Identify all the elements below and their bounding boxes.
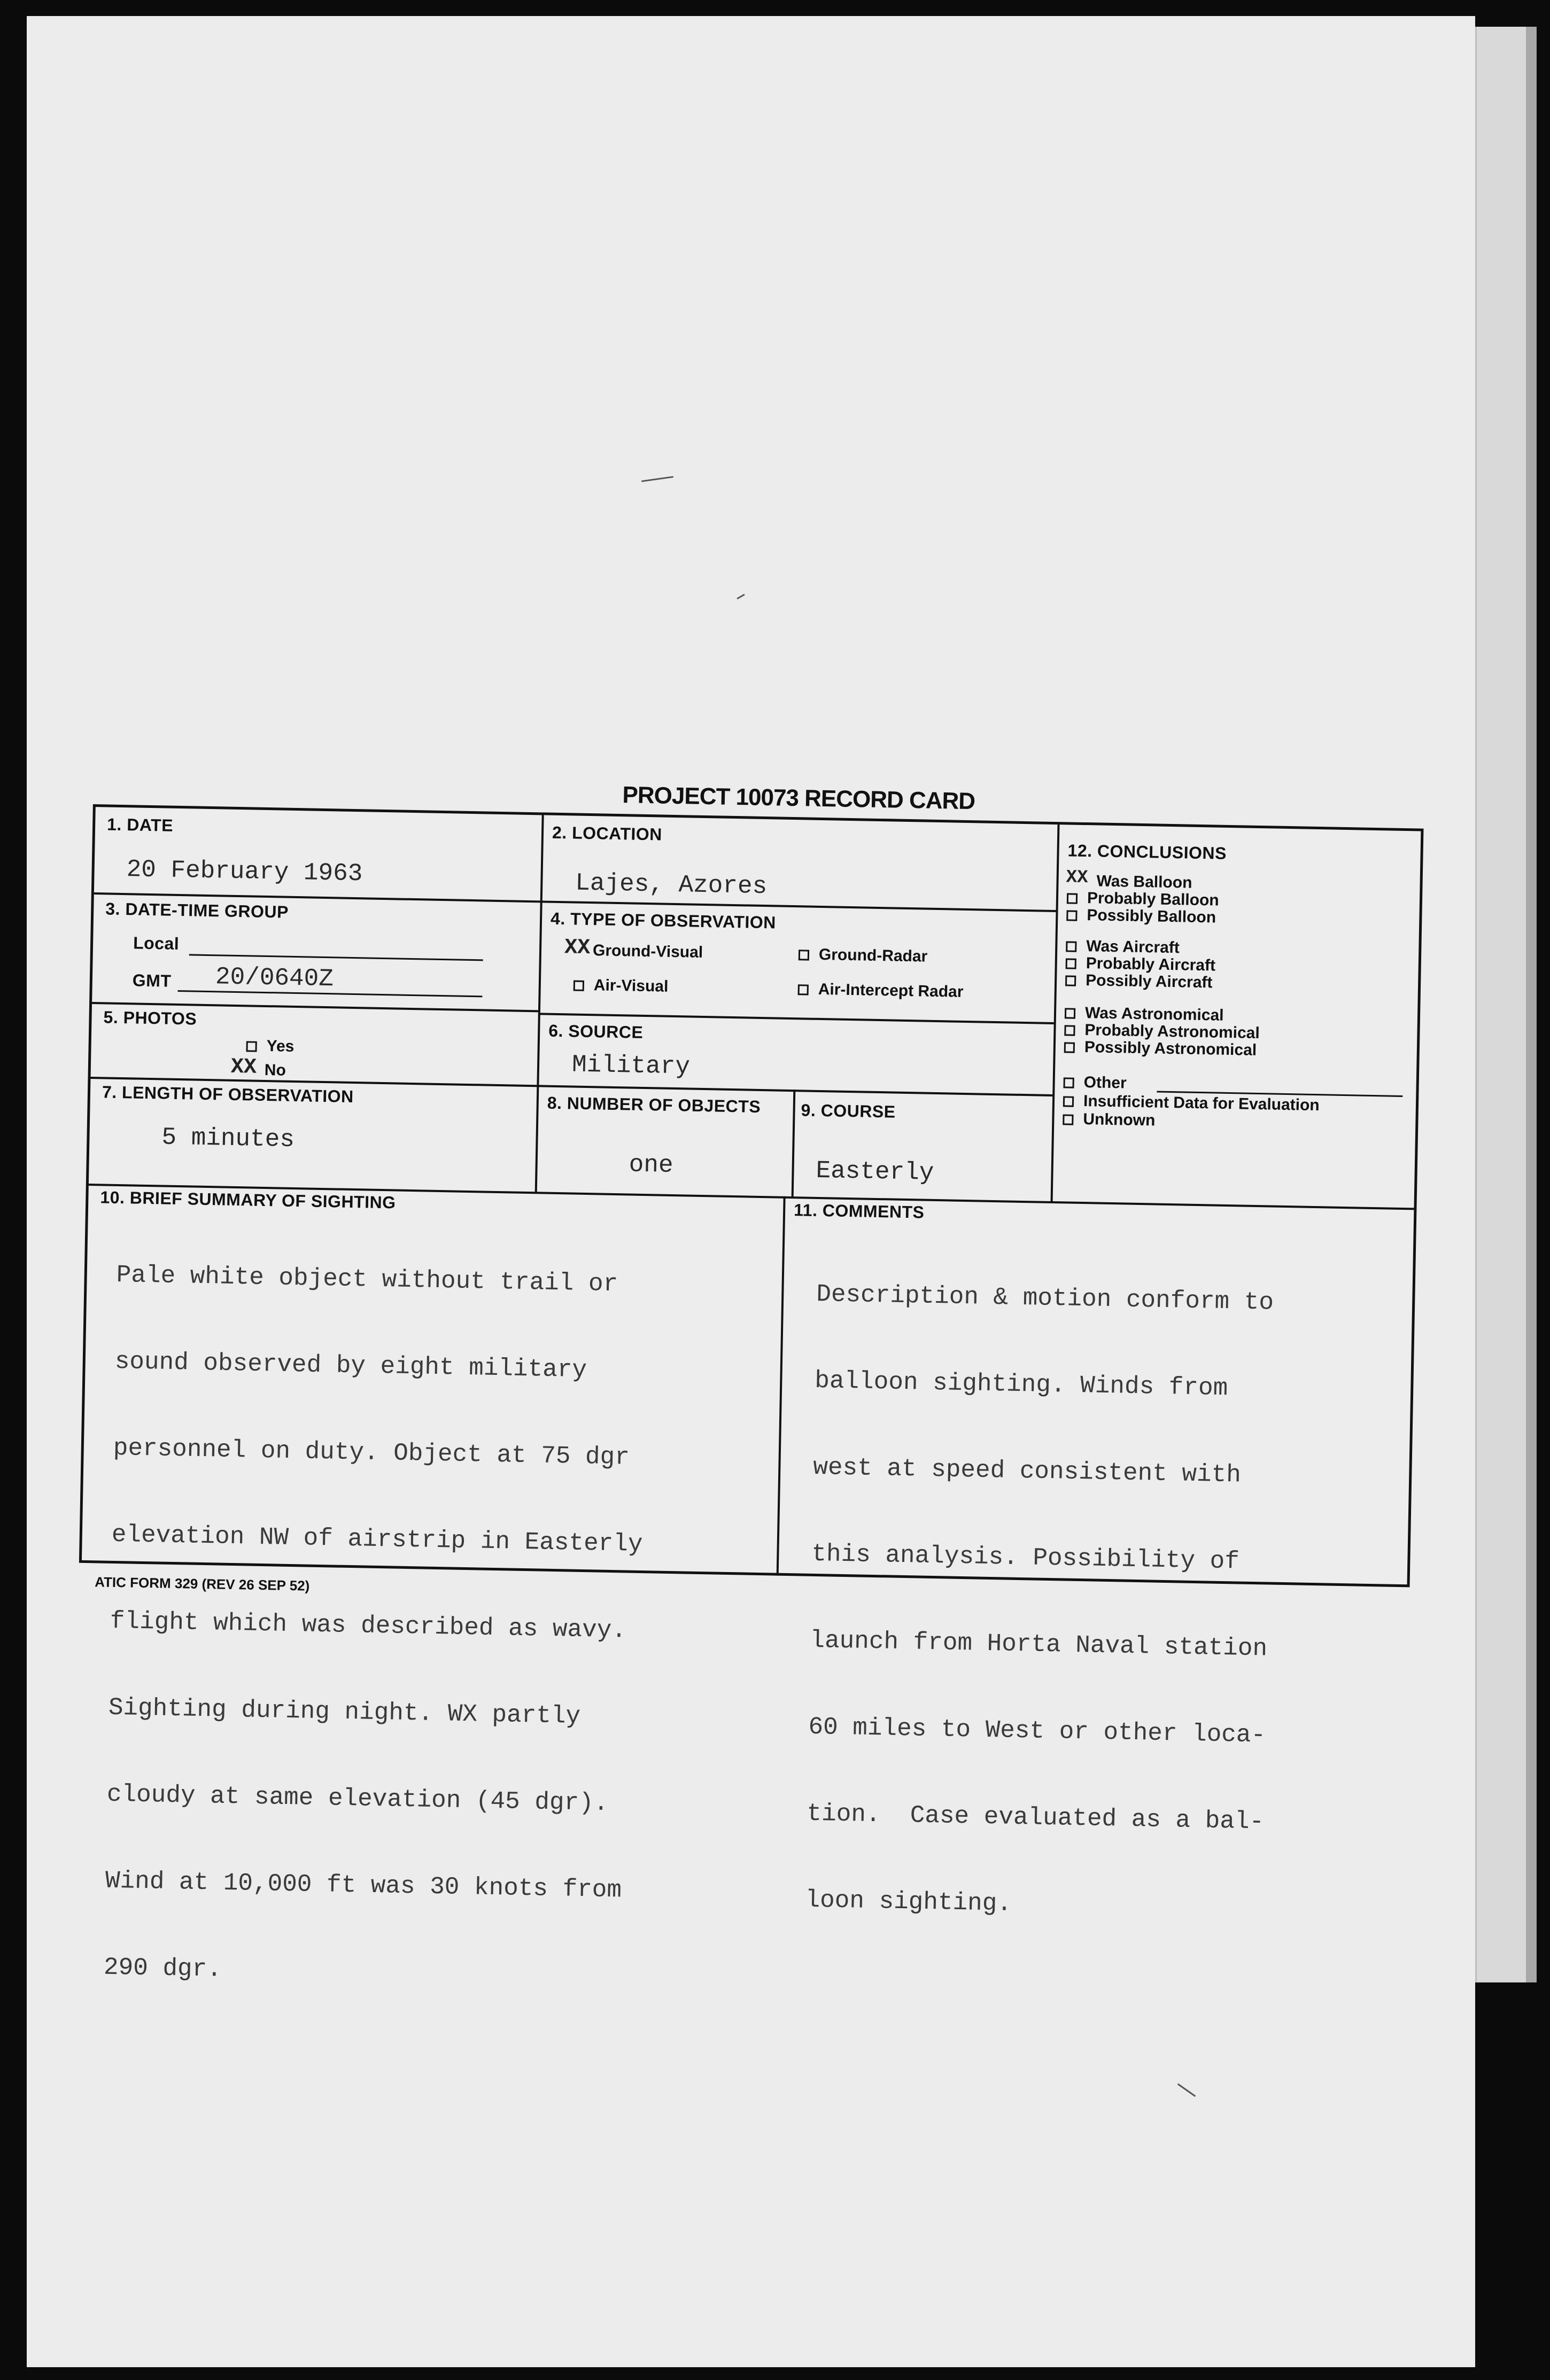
checkbox-icon <box>1065 975 1076 986</box>
was-aircraft-text: Was Aircraft <box>1086 937 1180 957</box>
card-title: PROJECT 10073 RECORD CARD <box>622 782 975 815</box>
photos-yes-text: Yes <box>266 1037 294 1055</box>
record-card-wrapper <box>78 772 1429 1984</box>
was-balloon-check-mark: XX <box>1066 867 1088 889</box>
checkbox-icon <box>1067 893 1078 904</box>
comment-line: this analysis. Possibility of <box>811 1539 1240 1576</box>
checkbox-icon <box>574 981 584 991</box>
local-label: Local <box>133 933 180 953</box>
possibly-balloon-text: Possibly Balloon <box>1087 906 1216 927</box>
number-of-objects-label: 8. NUMBER OF OBJECTS <box>547 1093 761 1116</box>
option-ground-visual[interactable] <box>593 942 703 962</box>
checkbox-icon <box>1063 1077 1074 1088</box>
option-ground-radar[interactable] <box>799 945 928 966</box>
length-of-observation-value: 5 minutes <box>161 1123 295 1154</box>
checkbox-icon <box>799 950 809 960</box>
comment-line: 60 miles to West or other loca- <box>808 1713 1266 1749</box>
comment-line: west at speed consistent with <box>812 1453 1242 1489</box>
checkbox-icon <box>1064 1025 1075 1036</box>
ground-radar-text: Ground-Radar <box>818 945 928 966</box>
conclusion-possibly-aircraft[interactable] <box>1065 971 1213 992</box>
divider-col3 <box>1051 825 1060 1201</box>
checkbox-icon <box>1065 1008 1075 1018</box>
local-fill-line <box>189 954 483 961</box>
summary-line: cloudy at same elevation (45 dgr). <box>106 1780 609 1817</box>
date-label: 1. DATE <box>106 814 174 835</box>
conclusion-possibly-astronomical[interactable] <box>1064 1038 1257 1060</box>
air-visual-text: Air-Visual <box>593 976 669 995</box>
photos-no-text: No <box>264 1061 286 1079</box>
ground-visual-text: Ground-Visual <box>592 942 703 961</box>
option-air-intercept-radar[interactable] <box>797 980 963 1001</box>
other-text: Other <box>1083 1074 1127 1092</box>
brief-summary-label: 10. BRIEF SUMMARY OF SIGHTING <box>100 1187 396 1212</box>
probably-aircraft-text: Probably Aircraft <box>1086 954 1216 975</box>
conclusions-label: 12. CONCLUSIONS <box>1067 841 1227 863</box>
back-sheet-shadow <box>1526 27 1537 1982</box>
checkbox-icon <box>1066 958 1076 969</box>
checkbox-icon <box>798 984 809 995</box>
date-time-group-label: 3. DATE-TIME GROUP <box>105 899 289 922</box>
summary-line: elevation NW of airstrip in Easterly <box>111 1520 643 1559</box>
summary-line: 290 dgr. <box>103 1953 222 1984</box>
ground-visual-check-mark: XX <box>564 936 591 961</box>
divider-summary-comments <box>777 1196 786 1576</box>
conclusion-possibly-balloon[interactable] <box>1066 906 1216 927</box>
summary-line: flight which was described as wavy. <box>110 1607 627 1645</box>
course-label: 9. COURSE <box>801 1100 896 1122</box>
checkbox-icon <box>1066 941 1076 952</box>
course-value: Easterly <box>816 1156 934 1187</box>
summary-line: Sighting during night. WX partly <box>108 1693 581 1730</box>
possibly-aircraft-text: Possibly Aircraft <box>1085 971 1213 992</box>
location-value: Lajes, Azores <box>575 869 768 901</box>
comments-label: 11. COMMENTS <box>793 1200 925 1222</box>
summary-line: Pale white object without trail or <box>116 1261 618 1298</box>
divider-col2 <box>535 1013 540 1192</box>
checkbox-icon <box>1063 1114 1073 1125</box>
source-value: Military <box>571 1051 691 1081</box>
number-of-objects-value: one <box>629 1150 673 1179</box>
summary-line: sound observed by eight military <box>114 1347 587 1385</box>
option-photos-no[interactable] <box>265 1061 286 1080</box>
comment-line: launch from Horta Naval station <box>809 1626 1268 1663</box>
form-identifier: ATIC FORM 329 (REV 26 SEP 52) <box>94 1574 310 1594</box>
option-photos-yes[interactable] <box>246 1037 294 1056</box>
length-of-observation-label: 7. LENGTH OF OBSERVATION <box>102 1082 354 1107</box>
brief-summary-text <box>103 1203 649 2049</box>
date-value: 20 February 1963 <box>126 855 363 888</box>
divider-col1 <box>538 815 544 1013</box>
back-sheet-edge <box>1475 27 1528 1982</box>
type-of-observation-label: 4. TYPE OF OBSERVATION <box>550 908 777 932</box>
photos-no-check-mark: XX <box>230 1055 257 1080</box>
option-air-visual[interactable] <box>574 976 669 996</box>
source-label: 6. SOURCE <box>548 1021 644 1042</box>
comment-line: Description & motion conform to <box>816 1280 1274 1317</box>
insufficient-data-text: Insufficient Data for Evaluation <box>1083 1092 1320 1115</box>
gmt-value: 20/0640Z <box>215 963 334 993</box>
comments-text <box>804 1222 1275 1980</box>
was-astronomical-text: Was Astronomical <box>1084 1004 1224 1024</box>
probably-astronomical-text: Probably Astronomical <box>1084 1021 1260 1043</box>
comment-line: balloon sighting. Winds from <box>814 1366 1228 1403</box>
checkbox-icon <box>1063 1096 1074 1107</box>
summary-line: Wind at 10,000 ft was 30 knots from <box>105 1866 622 1904</box>
probably-balloon-text: Probably Balloon <box>1087 889 1219 909</box>
location-label: 2. LOCATION <box>552 822 663 844</box>
record-card <box>79 804 1424 1984</box>
photos-label: 5. PHOTOS <box>103 1007 197 1029</box>
checkbox-icon <box>246 1041 257 1052</box>
conclusion-other[interactable] <box>1063 1073 1127 1092</box>
air-intercept-radar-text: Air-Intercept Radar <box>818 980 964 1001</box>
unknown-text: Unknown <box>1083 1110 1156 1130</box>
possibly-astronomical-text: Possibly Astronomical <box>1084 1038 1257 1059</box>
conclusion-unknown[interactable] <box>1063 1110 1156 1130</box>
divider-objects-course <box>792 1090 796 1196</box>
comment-line: tion. Case evaluated as a bal- <box>807 1799 1265 1836</box>
was-balloon-text: Was Balloon <box>1096 872 1192 892</box>
summary-line: personnel on duty. Object at 75 dgr <box>113 1434 630 1472</box>
gmt-label: GMT <box>132 970 172 991</box>
checkbox-icon <box>1064 1042 1075 1053</box>
checkbox-icon <box>1066 910 1077 921</box>
comment-line: loon sighting. <box>805 1886 1012 1918</box>
